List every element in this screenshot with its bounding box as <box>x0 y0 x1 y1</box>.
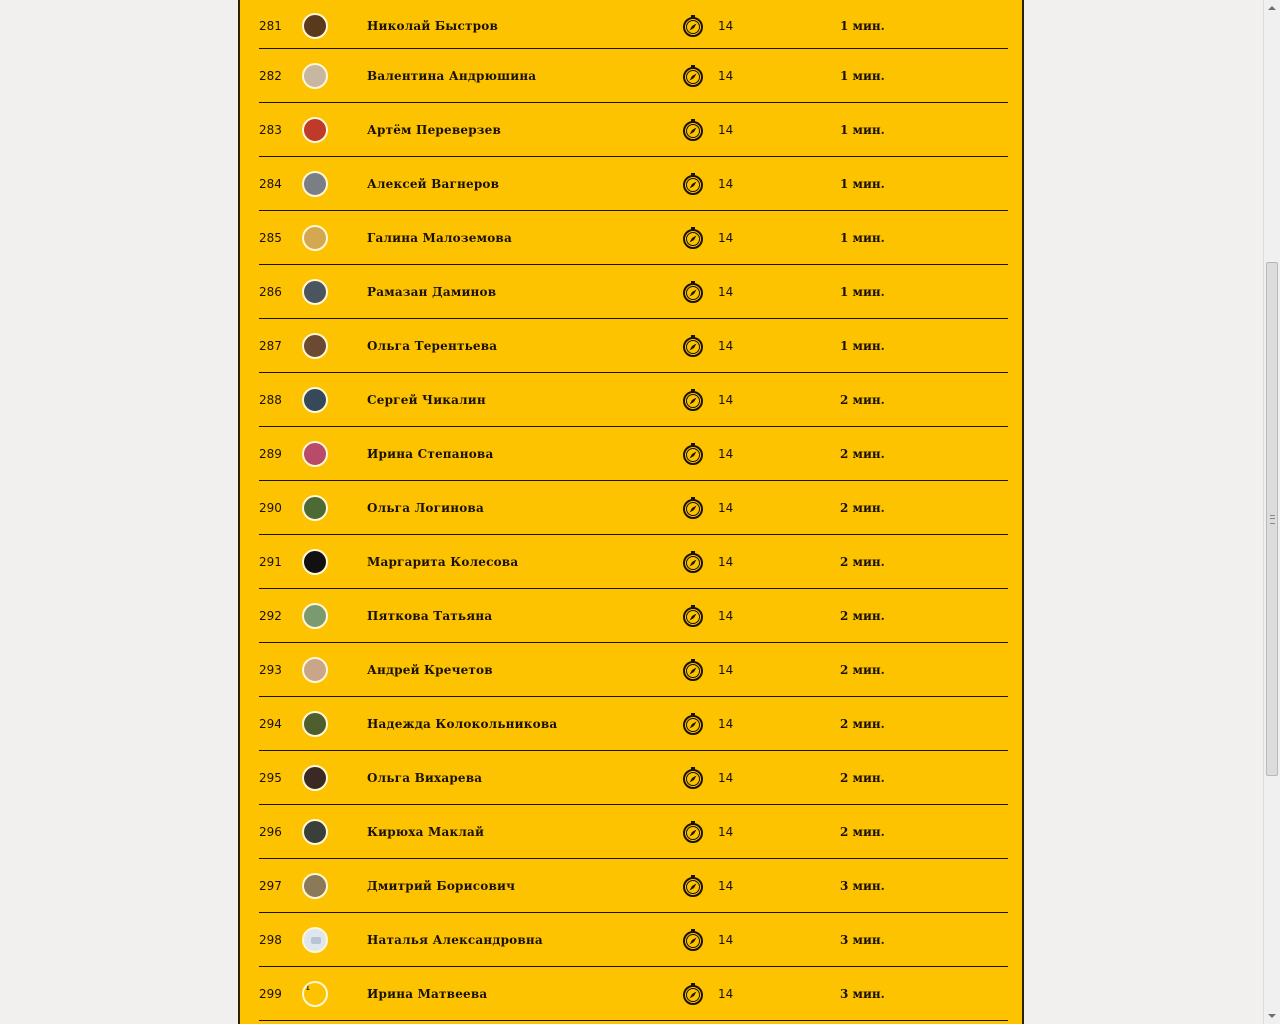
leaderboard-row <box>259 751 1008 805</box>
score-value: 14 <box>718 19 734 33</box>
avatar[interactable] <box>302 657 328 683</box>
player-name[interactable]: Алексей Вагнеров <box>367 176 500 191</box>
leaderboard-list <box>259 0 1008 1021</box>
avatar[interactable] <box>302 333 328 359</box>
compass-icon <box>682 443 704 465</box>
rank-number: 299 <box>259 986 282 1001</box>
leaderboard-row <box>259 211 1008 265</box>
compass-icon <box>682 65 704 87</box>
avatar[interactable] <box>302 63 328 89</box>
rank-number: 285 <box>259 230 282 245</box>
vertical-scrollbar[interactable] <box>1263 0 1280 1024</box>
player-name[interactable]: Николай Быстров <box>367 19 498 33</box>
compass-icon <box>682 605 704 627</box>
rank-number: 295 <box>259 770 282 785</box>
score-value: 14 <box>718 230 734 245</box>
leaderboard-row <box>259 157 1008 211</box>
player-name[interactable]: Надежда Колокольникова <box>367 716 558 731</box>
compass-icon <box>682 227 704 249</box>
avatar[interactable] <box>302 873 328 899</box>
leaderboard-row <box>259 913 1008 967</box>
avatar[interactable] <box>302 441 328 467</box>
avatar[interactable] <box>302 171 328 197</box>
leaderboard-row <box>259 319 1008 373</box>
score-value: 14 <box>718 932 734 947</box>
score-value: 14 <box>718 770 734 785</box>
rank-number: 289 <box>259 446 282 461</box>
avatar[interactable] <box>302 495 328 521</box>
avatar[interactable] <box>302 117 328 143</box>
time-value: 1 мин. <box>840 68 885 83</box>
player-name[interactable]: Ольга Терентьева <box>367 338 498 353</box>
compass-icon <box>682 15 704 37</box>
time-value: 1 мин. <box>840 230 885 245</box>
rank-number: 296 <box>259 824 282 839</box>
rank-number: 288 <box>259 392 282 407</box>
leaderboard-row <box>259 265 1008 319</box>
time-value: 1 мин. <box>840 284 885 299</box>
rank-number: 286 <box>259 284 282 299</box>
compass-icon <box>682 335 704 357</box>
compass-icon <box>682 119 704 141</box>
leaderboard-row <box>259 481 1008 535</box>
leaderboard-row <box>259 103 1008 157</box>
time-value: 2 мин. <box>840 716 885 731</box>
time-value: 3 мин. <box>840 932 885 947</box>
time-value: 2 мин. <box>840 392 885 407</box>
time-value: 3 мин. <box>840 878 885 893</box>
compass-icon <box>682 497 704 519</box>
compass-icon <box>682 389 704 411</box>
player-name[interactable]: Андрей Кречетов <box>367 662 493 677</box>
scroll-thumb-grip-icon <box>1270 515 1275 524</box>
leaderboard-row <box>259 967 1008 1021</box>
scroll-down-arrow[interactable] <box>1264 1007 1280 1024</box>
time-value: 2 мин. <box>840 824 885 839</box>
player-name[interactable]: Ирина Матвеева <box>367 986 488 1001</box>
leaderboard-row <box>259 859 1008 913</box>
avatar[interactable] <box>302 549 328 575</box>
avatar[interactable] <box>302 279 328 305</box>
score-value: 14 <box>718 554 734 569</box>
rank-number: 292 <box>259 608 282 623</box>
compass-icon <box>682 281 704 303</box>
scroll-thumb[interactable] <box>1266 262 1278 776</box>
compass-icon <box>682 767 704 789</box>
score-value: 14 <box>718 176 734 191</box>
rank-number: 298 <box>259 932 282 947</box>
avatar[interactable] <box>302 927 328 953</box>
score-value: 14 <box>718 662 734 677</box>
compass-icon <box>682 983 704 1005</box>
rank-number: 293 <box>259 662 282 677</box>
compass-icon <box>682 551 704 573</box>
avatar[interactable] <box>302 981 328 1007</box>
leaderboard-row <box>259 643 1008 697</box>
time-value: 2 мин. <box>840 770 885 785</box>
avatar[interactable] <box>302 603 328 629</box>
time-value: 1 мин. <box>840 122 885 137</box>
player-name[interactable]: Галина Малоземова <box>367 230 512 245</box>
time-value: 3 мин. <box>840 986 885 1001</box>
score-value: 14 <box>718 338 734 353</box>
rank-number: 282 <box>259 68 282 83</box>
compass-icon <box>682 713 704 735</box>
player-name[interactable]: Валентина Андрюшина <box>367 68 537 83</box>
time-value: 2 мин. <box>840 500 885 515</box>
avatar[interactable] <box>302 711 328 737</box>
compass-icon <box>682 659 704 681</box>
rank-number: 297 <box>259 878 282 893</box>
player-name[interactable]: Пяткова Татьяна <box>367 608 493 623</box>
time-value: 1 мин. <box>840 338 885 353</box>
time-value: 2 мин. <box>840 608 885 623</box>
score-value: 14 <box>718 878 734 893</box>
score-value: 14 <box>718 608 734 623</box>
leaderboard-row <box>259 373 1008 427</box>
leaderboard-row <box>259 49 1008 103</box>
score-value: 14 <box>718 446 734 461</box>
scroll-up-arrow[interactable] <box>1264 0 1280 17</box>
compass-icon <box>682 173 704 195</box>
leaderboard-row <box>259 427 1008 481</box>
compass-icon <box>682 821 704 843</box>
rank-number: 283 <box>259 122 282 137</box>
avatar[interactable] <box>302 387 328 413</box>
time-value: 2 мин. <box>840 662 885 677</box>
avatar[interactable] <box>302 225 328 251</box>
avatar[interactable] <box>302 13 328 39</box>
rank-number: 294 <box>259 716 282 731</box>
time-value: 1 мин. <box>840 19 885 33</box>
leaderboard-row <box>259 589 1008 643</box>
player-name[interactable]: Рамазан Даминов <box>367 284 497 299</box>
player-name[interactable]: Наталья Александровна <box>367 932 543 947</box>
rank-number: 281 <box>259 19 282 33</box>
leaderboard-panel <box>238 0 1024 1024</box>
time-value: 1 мин. <box>840 176 885 191</box>
rank-number: 284 <box>259 176 282 191</box>
rank-number: 287 <box>259 338 282 353</box>
player-name[interactable]: Дмитрий Борисович <box>367 878 516 893</box>
score-value: 14 <box>718 68 734 83</box>
avatar[interactable] <box>302 765 328 791</box>
score-value: 14 <box>718 284 734 299</box>
leaderboard-row <box>259 805 1008 859</box>
leaderboard-row <box>259 697 1008 751</box>
leaderboard-row <box>259 0 1008 49</box>
avatar[interactable] <box>302 819 328 845</box>
player-name[interactable]: Ирина Степанова <box>367 446 494 461</box>
time-value: 2 мин. <box>840 554 885 569</box>
score-value: 14 <box>718 824 734 839</box>
compass-icon <box>682 929 704 951</box>
player-name[interactable]: Ольга Вихарева <box>367 770 483 785</box>
compass-icon <box>682 875 704 897</box>
score-value: 14 <box>718 986 734 1001</box>
player-name[interactable]: Маргарита Колесова <box>367 554 519 569</box>
player-name[interactable]: Кирюха Маклай <box>367 824 485 839</box>
rank-number: 291 <box>259 554 282 569</box>
player-name[interactable]: Артём Переверзев <box>367 122 502 137</box>
time-value: 2 мин. <box>840 446 885 461</box>
rank-number: 290 <box>259 500 282 515</box>
score-value: 14 <box>718 500 734 515</box>
score-value: 14 <box>718 716 734 731</box>
player-name[interactable]: Сергей Чикалин <box>367 392 486 407</box>
score-value: 14 <box>718 392 734 407</box>
leaderboard-row <box>259 535 1008 589</box>
score-value: 14 <box>718 122 734 137</box>
player-name[interactable]: Ольга Логинова <box>367 500 484 515</box>
